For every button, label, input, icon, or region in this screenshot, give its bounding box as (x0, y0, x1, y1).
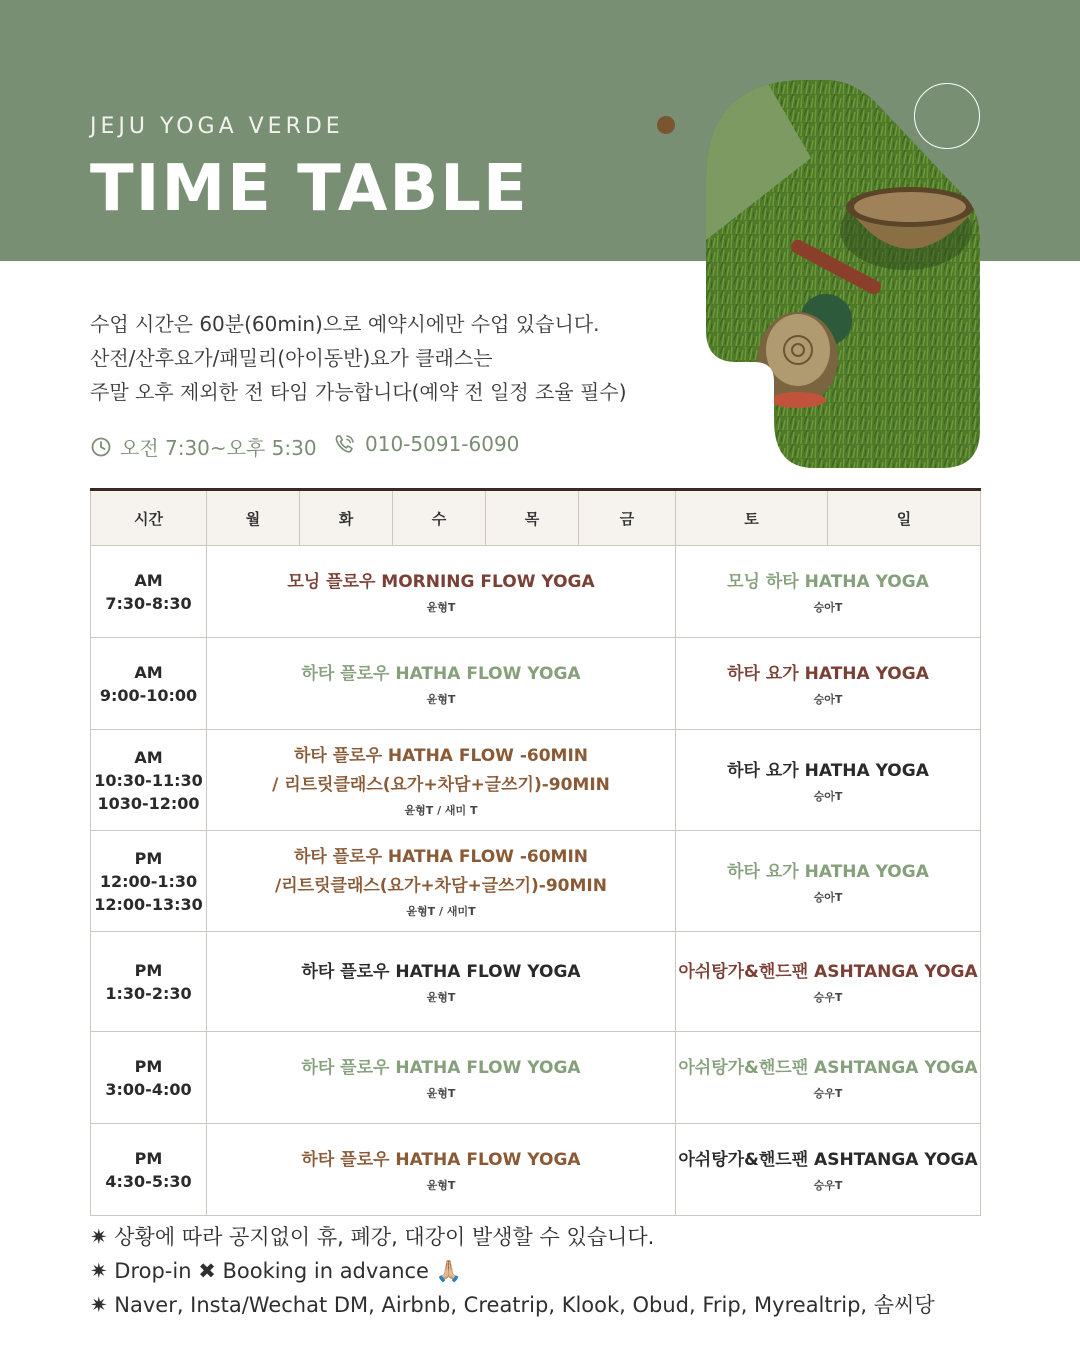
time-slot (91, 831, 207, 932)
instructor-name: 승우T (813, 991, 843, 1004)
table-row (91, 546, 981, 638)
time-period: PM (134, 848, 163, 868)
phone-number: 010-5091-6090 (365, 432, 520, 456)
weekend-class (676, 1124, 981, 1216)
intro-line: 산전/산후요가/패밀리(아이동반)요가 클래스는 (90, 346, 493, 370)
weekend-class (676, 638, 981, 730)
time-period: PM (134, 1148, 163, 1168)
decorative-circle (914, 83, 980, 149)
weekday-class (207, 638, 676, 730)
instructor-name: 윤형T / 새미 T (404, 804, 478, 817)
class-name: 모닝 하타 HATHA YOGA (727, 572, 929, 592)
weekend-class (676, 1032, 981, 1124)
class-name: 하타 플로우 HATHA FLOW -60MIN (293, 746, 589, 766)
class-name: /리트릿클래스(요가+차담+글쓰기)-90MIN (275, 876, 607, 896)
time-slot (91, 638, 207, 730)
class-name: 하타 요가 HATHA YOGA (727, 664, 929, 684)
weekday-class (207, 932, 676, 1032)
timetable-body (91, 546, 981, 1216)
weekend-class (676, 546, 981, 638)
intro-line: 수업 시간은 60분(60min)으로 예약시에만 수업 있습니다. (90, 312, 600, 336)
time-slot (91, 932, 207, 1032)
instructor-name: 승아T (813, 890, 843, 904)
instructor-name: 윤형T (426, 1087, 456, 1100)
time-slot (91, 730, 207, 831)
header-wed: 수 (393, 490, 486, 546)
time-range: 1030-12:00 (97, 793, 200, 813)
intro-line: 주말 오후 제외한 전 타임 가능합니다(예약 전 일정 조율 필수) (90, 380, 627, 404)
class-name: 모닝 플로우 MORNING FLOW YOGA (287, 572, 595, 592)
header-fri: 금 (579, 490, 676, 546)
time-slot (91, 1124, 207, 1216)
brand-name: JEJU YOGA VERDE (90, 114, 344, 139)
page-title: TIME TABLE (90, 152, 529, 226)
table-row (91, 1032, 981, 1124)
time-range: 3:00-4:00 (105, 1079, 192, 1099)
time-range: 12:00-1:30 (99, 871, 198, 891)
time-range: 4:30-5:30 (105, 1171, 192, 1191)
time-range: 1:30-2:30 (105, 983, 192, 1003)
opening-hours (90, 432, 317, 461)
time-range: 10:30-11:30 (94, 770, 203, 790)
table-row (91, 730, 981, 831)
time-range: 9:00-10:00 (99, 685, 198, 705)
decorative-dot (657, 116, 675, 134)
table-row (91, 638, 981, 730)
time-slot (91, 1032, 207, 1124)
instructor-name: 승아T (813, 601, 843, 614)
time-period: AM (134, 662, 163, 682)
weekday-class (207, 546, 676, 638)
note-line: ✷ Drop-in ✖ Booking in advance 🙏🏼 (90, 1259, 462, 1283)
class-name: / 리트릿클래스(요가+차담+글쓰기)-90MIN (272, 775, 610, 795)
clock-icon (90, 436, 112, 458)
time-period: AM (134, 570, 163, 590)
instructor-name: 윤형T (426, 693, 456, 706)
instructor-name: 윤형T (426, 991, 456, 1004)
class-name: 하타 플로우 HATHA FLOW YOGA (301, 1150, 581, 1170)
intro-text (90, 307, 627, 409)
instructor-name: 승우T (813, 1087, 843, 1100)
time-period: PM (134, 960, 163, 980)
weekday-class (207, 1124, 676, 1216)
note-line: ✷ 상황에 따라 공지없이 휴, 폐강, 대강이 발생할 수 있습니다. (90, 1225, 655, 1249)
note-line: ✷ Naver, Insta/Wechat DM, Airbnb, Creatrip, Klook, Obud, Frip, Myrealtrip, 솜씨당 (90, 1293, 935, 1317)
weekday-class (207, 1032, 676, 1124)
class-name: 아쉬탕가&핸드팬 ASHTANGA YOGA (678, 1150, 978, 1170)
instructor-name: 윤형T (426, 601, 456, 614)
weekend-class (676, 932, 981, 1032)
header-sun: 일 (828, 490, 981, 546)
header-sat: 토 (676, 490, 828, 546)
class-name: 아쉬탕가&핸드팬 ASHTANGA YOGA (678, 962, 978, 982)
class-name: 아쉬탕가&핸드팬 ASHTANGA YOGA (678, 1058, 978, 1078)
class-name: 하타 플로우 HATHA FLOW YOGA (301, 664, 581, 684)
phone-contact[interactable] (333, 432, 519, 456)
instructor-name: 윤형T (426, 1179, 456, 1192)
class-name: 하타 플로우 HATHA FLOW YOGA (301, 1058, 581, 1078)
instructor-name: 승우T (813, 1179, 843, 1192)
time-period: PM (134, 1056, 163, 1076)
weekend-class (676, 831, 981, 932)
table-row (91, 932, 981, 1032)
opening-hours-text: 오전 7:30~오후 5:30 (120, 436, 317, 460)
instructor-name: 승아T (813, 693, 843, 706)
table-row (91, 1124, 981, 1216)
header-mon: 월 (207, 490, 300, 546)
header-thu: 목 (486, 490, 579, 546)
weekday-class (207, 730, 676, 831)
time-range: 12:00-13:30 (94, 894, 203, 914)
class-name: 하타 요가 HATHA YOGA (727, 760, 929, 781)
time-range: 7:30-8:30 (105, 593, 192, 613)
instructor-name: 승아T (813, 789, 843, 803)
phone-icon (333, 433, 357, 455)
notes (90, 1220, 935, 1322)
header-time: 시간 (91, 490, 207, 546)
table-row (91, 831, 981, 932)
class-name: 하타 요가 HATHA YOGA (727, 861, 929, 882)
time-period: AM (134, 747, 163, 767)
weekday-class (207, 831, 676, 932)
header-tue: 화 (300, 490, 393, 546)
timetable (90, 488, 981, 1216)
time-slot (91, 546, 207, 638)
class-name: 하타 플로우 HATHA FLOW YOGA (301, 962, 581, 982)
timetable-header-row (91, 490, 981, 546)
weekend-class (676, 730, 981, 831)
instructor-name: 윤형T / 새미T (406, 905, 476, 918)
class-name: 하타 플로우 HATHA FLOW -60MIN (293, 847, 589, 867)
